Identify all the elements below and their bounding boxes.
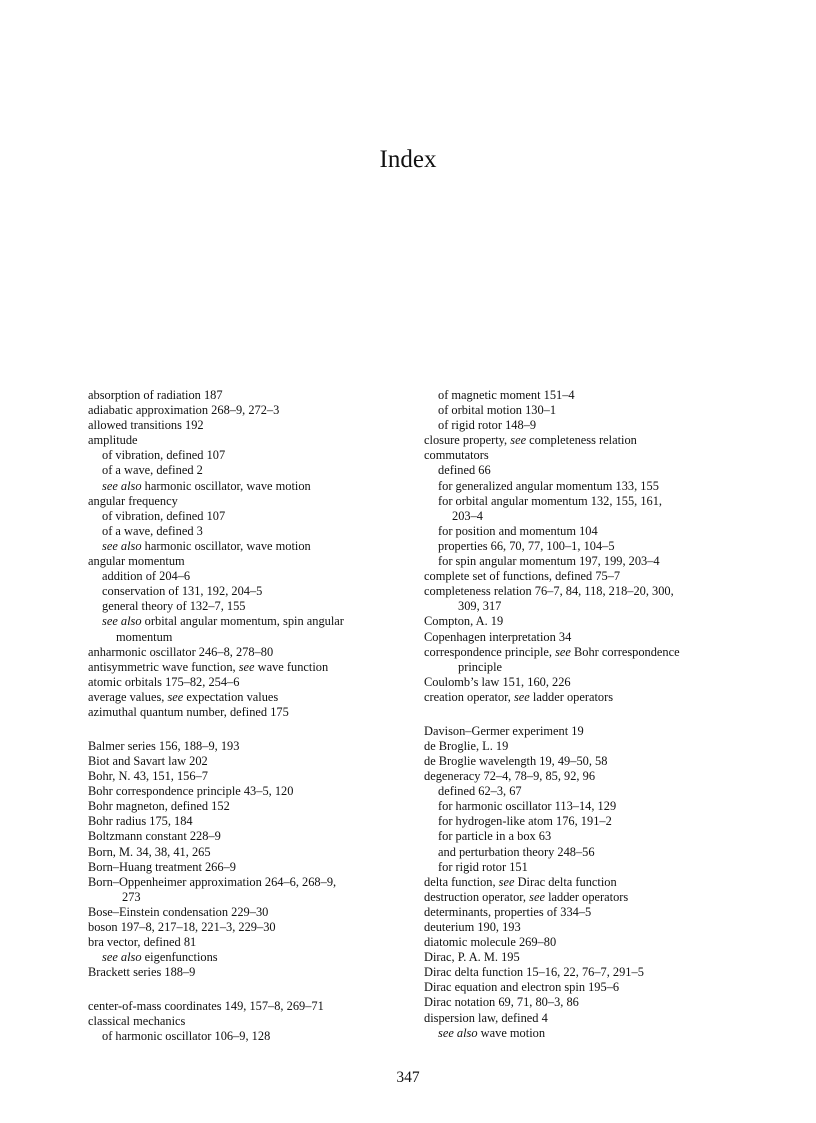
index-subentry (88, 509, 408, 524)
entry-text: Boltzmann constant 228–9 (88, 829, 221, 844)
index-column-left (88, 388, 408, 1044)
index-subentry (424, 829, 746, 844)
cross-reference-keyword: see (510, 433, 527, 448)
index-subentry (88, 524, 408, 539)
entry-text: closure property, (424, 433, 511, 448)
index-entry (88, 645, 408, 660)
entry-text: adiabatic approximation 268–9, 272–3 (88, 403, 280, 418)
index-entry (424, 584, 746, 599)
index-entry (424, 1011, 746, 1026)
index-entry (88, 905, 408, 920)
index-subentry (88, 584, 408, 599)
index-entry (88, 814, 408, 829)
entry-text: destruction operator, (424, 889, 530, 904)
index-subentry (88, 539, 408, 554)
index-entry (88, 829, 408, 844)
index-entry (424, 950, 746, 965)
index-subentry (424, 554, 746, 569)
entry-text: for rigid rotor 151 (438, 859, 528, 874)
entry-text: Brackett series 188–9 (88, 965, 196, 980)
section-gap (88, 720, 408, 739)
index-entry (88, 965, 408, 980)
index-subentry (424, 479, 746, 494)
entry-text: delta function, (424, 874, 499, 889)
entry-text: Dirac, P. A. M. 195 (424, 950, 520, 965)
cross-reference-keyword: see (529, 889, 545, 904)
entry-text: diatomic molecule 269–80 (424, 935, 557, 950)
entry-text: for hydrogen-like atom 176, 191–2 (438, 814, 612, 829)
entry-text: of magnetic moment 151–4 (438, 388, 575, 402)
index-entry (88, 875, 408, 890)
entry-text: dispersion law, defined 4 (424, 1010, 548, 1025)
entry-text: for generalized angular momentum 133, 155 (438, 478, 659, 493)
entry-text: Bohr correspondence principle 43–5, 120 (88, 784, 294, 799)
entry-text: Bohr, N. 43, 151, 156–7 (88, 769, 208, 784)
index-entry (88, 388, 408, 403)
entry-text: of harmonic oscillator 106–9, 128 (102, 1029, 271, 1044)
index-entry (88, 845, 408, 860)
entry-text: Coulomb’s law 151, 160, 226 (424, 674, 571, 689)
entry-text: defined 62–3, 67 (438, 784, 522, 799)
index-subentry (424, 860, 746, 875)
index-subentry (88, 569, 408, 584)
entry-text: completeness relation 76–7, 84, 118, 218–20, 300, (424, 584, 674, 599)
entry-text: 309, 317 (458, 599, 502, 614)
index-entry (88, 494, 408, 509)
entry-text: antisymmetric wave function, (88, 659, 239, 674)
index-entry (88, 690, 408, 705)
entry-text: Davison–Germer experiment 19 (424, 723, 584, 738)
entry-text: amplitude (88, 433, 138, 448)
index-subentry (88, 614, 408, 629)
index-subentry (424, 799, 746, 814)
index-entry (424, 980, 746, 995)
index-entry (88, 705, 408, 720)
index-entry (88, 799, 408, 814)
index-entry (424, 690, 746, 705)
index-entry (88, 784, 408, 799)
index-subentry (424, 814, 746, 829)
index-entry (424, 890, 746, 905)
entry-text: Biot and Savart law 202 (88, 753, 208, 768)
entry-text: momentum (116, 629, 173, 644)
entry-text: of rigid rotor 148–9 (438, 418, 537, 433)
index-entry (424, 569, 746, 584)
index-entry (424, 433, 746, 448)
entry-text: ladder operators (529, 689, 614, 704)
entry-text: for harmonic oscillator 113–14, 129 (438, 799, 617, 814)
index-entry (424, 630, 746, 645)
index-entry (424, 645, 746, 660)
index-subentry (424, 494, 746, 509)
cross-reference-keyword: see also (102, 478, 142, 493)
entry-text: commutators (424, 448, 489, 463)
index-entry (88, 739, 408, 754)
entry-text: Balmer series 156, 188–9, 193 (88, 738, 240, 753)
cross-reference-keyword: see (498, 874, 515, 889)
entry-text: for position and momentum 104 (438, 523, 598, 538)
entry-text: Compton, A. 19 (424, 614, 504, 629)
index-subentry (424, 524, 746, 539)
entry-text: Born–Huang treatment 266–9 (88, 859, 236, 874)
entry-text: classical mechanics (88, 1014, 186, 1029)
entry-text: harmonic oscillator, wave motion (141, 538, 311, 553)
index-entry-continuation (424, 599, 746, 614)
index-entry (424, 769, 746, 784)
entry-text: addition of 204–6 (102, 569, 191, 584)
entry-text: Dirac equation and electron spin 195–6 (424, 980, 620, 995)
entry-text: boson 197–8, 217–18, 221–3, 229–30 (88, 919, 276, 934)
index-entry (88, 754, 408, 769)
entry-text: defined 66 (438, 463, 491, 478)
entry-text: eigenfunctions (141, 950, 218, 965)
index-entry (88, 935, 408, 950)
entry-text: azimuthal quantum number, defined 175 (88, 704, 289, 719)
entry-text: angular frequency (88, 493, 178, 508)
index-entry (424, 965, 746, 980)
page-title: Index (379, 146, 437, 173)
index-entry (88, 433, 408, 448)
entry-text: orbital angular momentum, spin angular (141, 614, 344, 629)
entry-text: deuterium 190, 193 (424, 919, 521, 934)
index-entry (88, 554, 408, 569)
entry-text: 203–4 (452, 508, 483, 523)
index-entry (424, 754, 746, 769)
entry-text: Born, M. 34, 38, 41, 265 (88, 844, 211, 859)
index-column-right (424, 388, 746, 1041)
index-subentry (424, 463, 746, 478)
index-subentry (88, 463, 408, 478)
cross-reference-keyword: see (513, 689, 530, 704)
index-subentry (88, 448, 408, 463)
entry-text: and perturbation theory 248–56 (438, 844, 595, 859)
index-entry (88, 999, 408, 1014)
index-entry (88, 418, 408, 433)
entry-text: general theory of 132–7, 155 (102, 599, 246, 614)
index-entry (88, 660, 408, 675)
section-gap (88, 980, 408, 999)
entry-text: for spin angular momentum 197, 199, 203–4 (438, 554, 660, 569)
index-subentry (88, 599, 408, 614)
index-entry-continuation (88, 630, 408, 645)
cross-reference-keyword: see also (102, 950, 142, 965)
entry-text: for particle in a box 63 (438, 829, 552, 844)
entry-text: correspondence principle, (424, 644, 556, 659)
entry-text: of orbital motion 130–1 (438, 403, 557, 418)
entry-text: creation operator, (424, 689, 514, 704)
index-entry (424, 724, 746, 739)
index-subentry (424, 403, 746, 418)
entry-text: de Broglie, L. 19 (424, 738, 509, 753)
index-entry (424, 739, 746, 754)
cross-reference-keyword: see also (438, 1025, 478, 1040)
cross-reference-keyword: see also (102, 538, 142, 553)
index-entry (424, 875, 746, 890)
entry-text: expectation values (183, 689, 279, 704)
entry-text: of a wave, defined 3 (102, 523, 203, 538)
entry-text: for orbital angular momentum 132, 155, 161, (438, 493, 663, 508)
section-gap (424, 705, 746, 724)
entry-text: of vibration, defined 107 (102, 448, 226, 463)
entry-text: de Broglie wavelength 19, 49–50, 58 (424, 753, 608, 768)
index-subentry (88, 950, 408, 965)
entry-text: Bohr magneton, defined 152 (88, 799, 230, 814)
entry-text: bra vector, defined 81 (88, 935, 197, 950)
index-subentry (424, 388, 746, 403)
entry-text: anharmonic oscillator 246–8, 278–80 (88, 644, 274, 659)
index-subentry (424, 784, 746, 799)
page-number: 347 (396, 1069, 420, 1086)
entry-text: principle (458, 659, 503, 674)
index-entry (424, 675, 746, 690)
cross-reference-keyword: see (167, 689, 184, 704)
index-entry (88, 920, 408, 935)
entry-text: 273 (122, 889, 141, 904)
entry-text: Born–Oppenheimer approximation 264–6, 268–9, (88, 874, 337, 889)
cross-reference-keyword: see (555, 644, 571, 659)
entry-text: complete set of functions, defined 75–7 (424, 569, 621, 584)
index-entry-continuation (424, 660, 746, 675)
entry-text: of a wave, defined 2 (102, 463, 203, 478)
index-entry (424, 905, 746, 920)
index-entry (424, 448, 746, 463)
index-entry (88, 675, 408, 690)
entry-text: Bose–Einstein condensation 229–30 (88, 904, 269, 919)
entry-text: angular momentum (88, 554, 185, 569)
index-entry (424, 935, 746, 950)
entry-text: conservation of 131, 192, 204–5 (102, 584, 263, 599)
index-entry (88, 769, 408, 784)
entry-text: Dirac notation 69, 71, 80–3, 86 (424, 995, 579, 1010)
entry-text: determinants, properties of 334–5 (424, 904, 592, 919)
index-entry (88, 1014, 408, 1029)
index-entry-continuation (424, 509, 746, 524)
entry-text: Bohr correspondence (570, 644, 680, 659)
index-entry (88, 860, 408, 875)
entry-text: atomic orbitals 175–82, 254–6 (88, 674, 240, 689)
entry-text: Copenhagen interpretation 34 (424, 629, 572, 644)
cross-reference-keyword: see also (102, 614, 142, 629)
index-subentry (88, 479, 408, 494)
index-subentry (424, 845, 746, 860)
entry-text: absorption of radiation 187 (88, 388, 223, 402)
entry-text: Dirac delta function 15–16, 22, 76–7, 291–5 (424, 965, 644, 980)
entry-text: degeneracy 72–4, 78–9, 85, 92, 96 (424, 769, 596, 784)
index-entry (424, 920, 746, 935)
index-entry (424, 995, 746, 1010)
cross-reference-keyword: see (238, 659, 255, 674)
entry-text: wave function (254, 659, 329, 674)
index-subentry (424, 418, 746, 433)
index-entry-continuation (88, 890, 408, 905)
index-entry (424, 614, 746, 629)
index-subentry (88, 1029, 408, 1044)
entry-text: wave motion (477, 1025, 546, 1040)
index-subentry (424, 1026, 746, 1041)
entry-text: properties 66, 70, 77, 100–1, 104–5 (438, 538, 615, 553)
index-entry (88, 403, 408, 418)
entry-text: Bohr radius 175, 184 (88, 814, 193, 829)
entry-text: ladder operators (544, 889, 629, 904)
entry-text: Dirac delta function (514, 874, 617, 889)
entry-text: average values, (88, 689, 168, 704)
entry-text: allowed transitions 192 (88, 418, 204, 433)
entry-text: center-of-mass coordinates 149, 157–8, 269–71 (88, 999, 324, 1014)
entry-text: of vibration, defined 107 (102, 508, 226, 523)
index-subentry (424, 539, 746, 554)
entry-text: harmonic oscillator, wave motion (141, 478, 311, 493)
entry-text: completeness relation (526, 433, 637, 448)
